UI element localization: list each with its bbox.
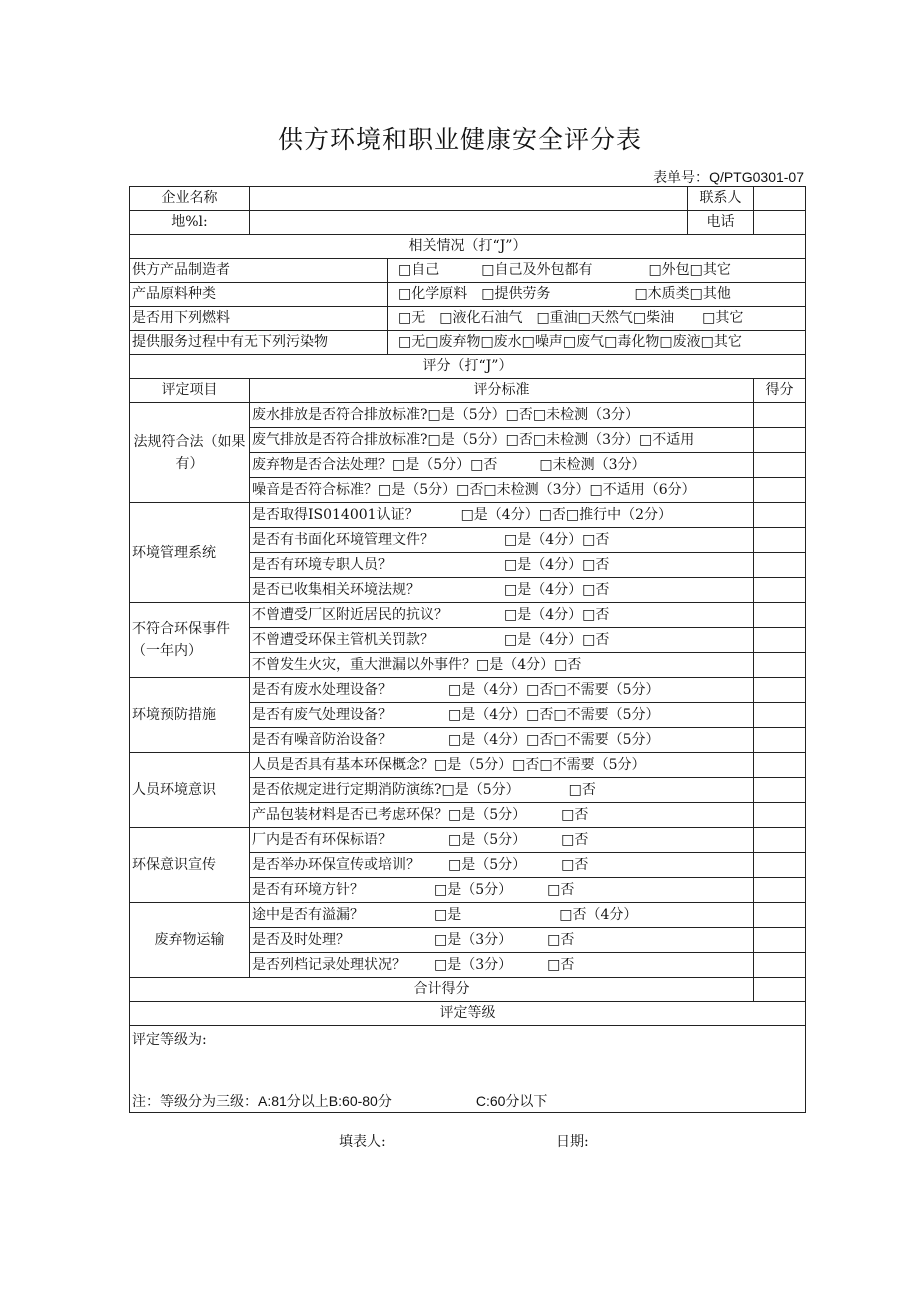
scoring-row (130, 403, 806, 428)
col-item-header: 评定项目 (130, 379, 250, 403)
score-cell[interactable] (754, 603, 806, 628)
situation-label: 供方产品制造者 (130, 259, 388, 283)
category-label: 人员环境意识 (130, 753, 250, 828)
filler-label: 填表人: (339, 1134, 386, 1150)
situation-label: 提供服务过程中有无下列污染物 (130, 331, 388, 355)
criterion-item[interactable]: 废气排放是否符合排放标准?□是（5分）□否□未检测（3分）□不适用 (250, 428, 754, 453)
score-cell[interactable] (754, 653, 806, 678)
score-cell[interactable] (754, 728, 806, 753)
situation-row (130, 283, 806, 307)
rating-header: 评定等级 (130, 1002, 806, 1026)
score-cell[interactable] (754, 578, 806, 603)
situation-row (130, 307, 806, 331)
scoring-row (130, 828, 806, 853)
company-name-field[interactable] (250, 187, 688, 211)
situation-row (130, 259, 806, 283)
criterion-item[interactable]: 是否依规定进行定期消防演练?□是（5分） □否 (250, 778, 754, 803)
criterion-item[interactable]: 是否有废气处理设备？ □是（4分）□否□不需要（5分） (250, 703, 754, 728)
situation-header: 相关情况（打“J”） (130, 235, 806, 259)
criterion-item[interactable]: 是否及时处理？ □是（3分） □否 (250, 928, 754, 953)
criterion-item[interactable]: 不曾遭受厂区附近居民的抗议？ □是（4分）□否 (250, 603, 754, 628)
category-label: 废弃物运输 (130, 903, 250, 978)
score-cell[interactable] (754, 753, 806, 778)
form-number-label: 表单号： (653, 170, 710, 186)
score-cell[interactable] (754, 928, 806, 953)
score-cell[interactable] (754, 828, 806, 853)
criterion-item[interactable]: 途中是否有溢漏？ □是 □否（4分） (250, 903, 754, 928)
criterion-item[interactable]: 是否取得IS014001认证？ □是（4分）□否□推行中（2分） (250, 503, 754, 528)
situation-label: 是否用下列燃料 (130, 307, 388, 331)
score-cell[interactable] (754, 553, 806, 578)
scoring-row (130, 678, 806, 703)
total-score-label: 合计得分 (130, 978, 754, 1002)
situation-row (130, 331, 806, 355)
scoring-row (130, 903, 806, 928)
scoring-row (130, 603, 806, 628)
category-label: 环保意识宣传 (130, 828, 250, 903)
criterion-item[interactable]: 是否已收集相关环境法规？ □是（4分）□否 (250, 578, 754, 603)
score-cell[interactable] (754, 703, 806, 728)
scoring-row (130, 503, 806, 528)
scoring-row (130, 753, 806, 778)
situation-options[interactable]: □化学原料 □提供劳务 □木质类□其他 (388, 283, 806, 307)
criterion-item[interactable]: 人员是否具有基本环保概念？□是（5分）□否□不需要（5分） (250, 753, 754, 778)
date-label: 日期: (556, 1134, 589, 1150)
evaluation-form (129, 186, 806, 1113)
form-number-code: Q/PTG0301-07 (709, 169, 804, 185)
situation-options[interactable]: □无 □液化石油气 □重油□天然气□柴油 □其它 (388, 307, 806, 331)
criterion-item[interactable]: 是否有噪音防治设备？ □是（4分）□否□不需要（5分） (250, 728, 754, 753)
contact-label: 联系人 (688, 187, 754, 211)
situation-label: 产品原料种类 (130, 283, 388, 307)
situation-options[interactable]: □自己 □自己及外包都有 □外包□其它 (388, 259, 806, 283)
criterion-item[interactable]: 是否有书面化环境管理文件？ □是（4分）□否 (250, 528, 754, 553)
criterion-item[interactable]: 噪音是否符合标准？□是（5分）□否□未检测（3分）□不适用（6分） (250, 478, 754, 503)
criterion-item[interactable]: 是否列档记录处理状况？ □是（3分） □否 (250, 953, 754, 978)
category-label: 环境预防措施 (130, 678, 250, 753)
phone-field[interactable] (754, 211, 806, 235)
score-cell[interactable] (754, 628, 806, 653)
rating-label: 评定等级为: (132, 1032, 207, 1048)
col-score-header: 得分 (754, 379, 806, 403)
score-cell[interactable] (754, 403, 806, 428)
form-number (653, 167, 804, 187)
page-title: 供方环境和职业健康安全评分表 (277, 125, 642, 154)
category-label: 法规符合法（如果有） (130, 403, 250, 503)
category-label: 环境管理系统 (130, 503, 250, 603)
rating-note: 注：等级分为三级：A:81分以上B:60-80分 C:60分以下 (132, 1093, 548, 1109)
score-cell[interactable] (754, 503, 806, 528)
score-cell[interactable] (754, 803, 806, 828)
criterion-item[interactable]: 废水排放是否符合排放标准?□是（5分）□否□未检测（3分） (250, 403, 754, 428)
criterion-item[interactable]: 是否有环境专职人员？ □是（4分）□否 (250, 553, 754, 578)
address-label: 地%l: (130, 211, 250, 235)
score-cell[interactable] (754, 528, 806, 553)
score-cell[interactable] (754, 478, 806, 503)
total-score-field[interactable] (754, 978, 806, 1002)
score-cell[interactable] (754, 428, 806, 453)
rating-box[interactable] (130, 1026, 806, 1113)
score-cell[interactable] (754, 903, 806, 928)
criterion-item[interactable]: 是否有环境方针？ □是（5分） □否 (250, 878, 754, 903)
scoring-header: 评分（打“J”） (130, 355, 806, 379)
score-cell[interactable] (754, 853, 806, 878)
score-cell[interactable] (754, 778, 806, 803)
phone-label: 电话 (688, 211, 754, 235)
situation-options[interactable]: □无□废弃物□废水□噪声□废气□毒化物□废液□其它 (388, 331, 806, 355)
criterion-item[interactable]: 产品包装材料是否已考虑环保？□是（5分） □否 (250, 803, 754, 828)
category-label: 不符合环保事件 （一年内） (130, 603, 250, 678)
score-cell[interactable] (754, 953, 806, 978)
criterion-item[interactable]: 厂内是否有环保标语？ □是（5分） □否 (250, 828, 754, 853)
criterion-item[interactable]: 不曾遭受环保主管机关罚款？ □是（4分）□否 (250, 628, 754, 653)
score-cell[interactable] (754, 678, 806, 703)
contact-field[interactable] (754, 187, 806, 211)
criterion-item[interactable]: 是否举办环保宣传或培训？ □是（5分） □否 (250, 853, 754, 878)
company-name-label: 企业名称 (130, 187, 250, 211)
criterion-item[interactable]: 废弃物是否合法处理？□是（5分）□否 □未检测（3分） (250, 453, 754, 478)
score-cell[interactable] (754, 453, 806, 478)
score-cell[interactable] (754, 878, 806, 903)
criterion-item[interactable]: 是否有废水处理设备？ □是（4分）□否□不需要（5分） (250, 678, 754, 703)
address-field[interactable] (250, 211, 688, 235)
criterion-item[interactable]: 不曾发生火灾，重大泄漏以外事件？□是（4分）□否 (250, 653, 754, 678)
col-standard-header: 评分标准 (250, 379, 754, 403)
